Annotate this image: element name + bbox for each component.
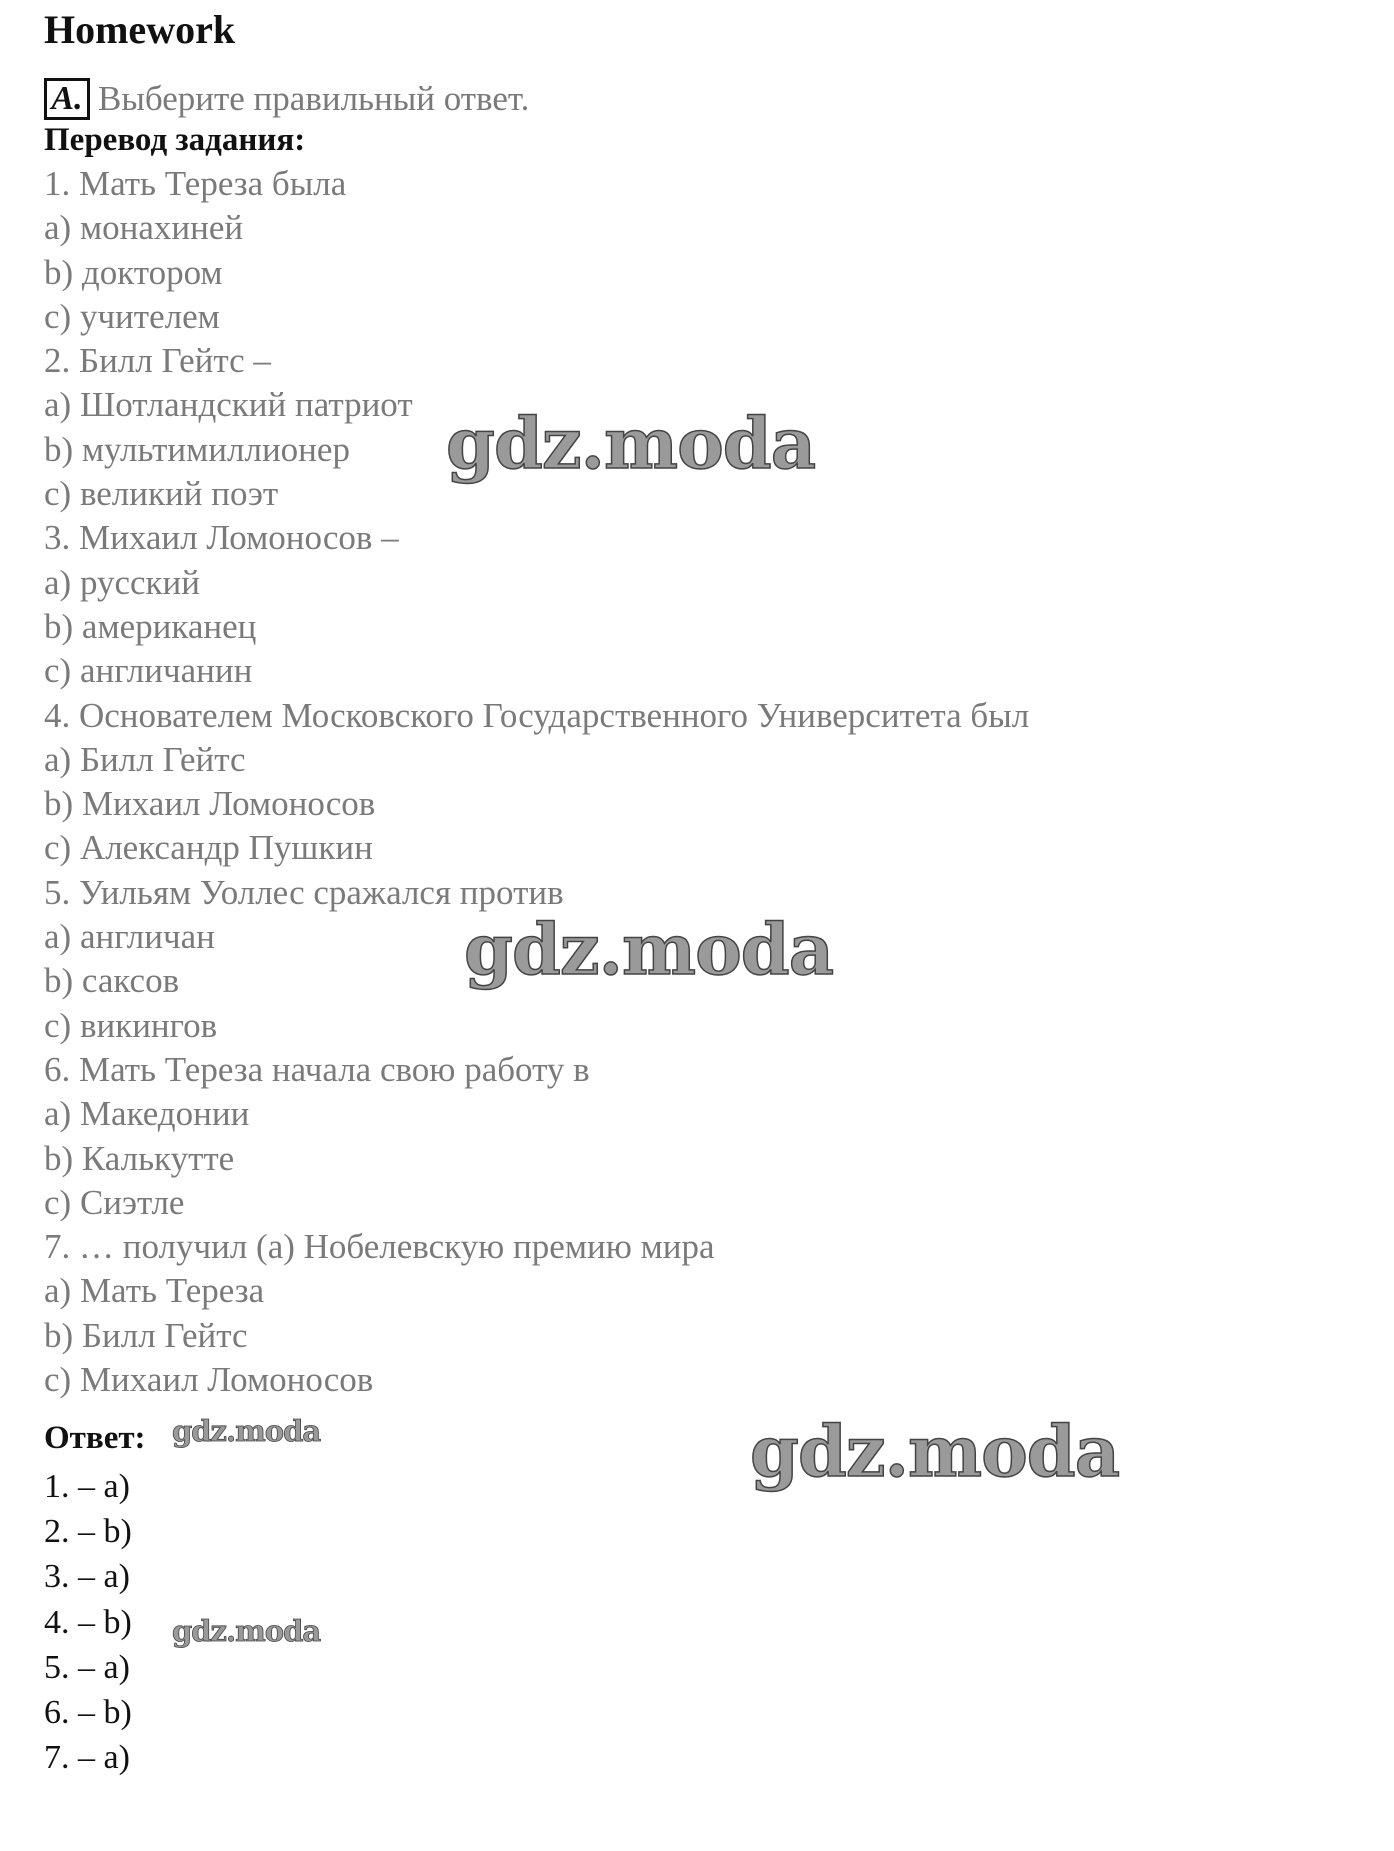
answer-list [44, 1464, 132, 1780]
answer-line: 5. – a) [44, 1648, 130, 1686]
option-line: a) монахиней [44, 208, 244, 248]
option-line: c) англичанин [44, 651, 253, 691]
watermark: gdz.moda [750, 1410, 1120, 1493]
option-line: b) доктором [44, 252, 223, 292]
answer-line: 4. – b) [44, 1603, 132, 1641]
option-line: b) саксов [44, 961, 180, 1001]
question-line: 1. Мать Тереза была [44, 164, 347, 203]
translation-label: Перевод задания: [44, 122, 306, 158]
answer-line: 1. – a) [44, 1468, 130, 1505]
option-line: c) викингов [44, 1005, 218, 1045]
watermark: gdz.moda [172, 1414, 321, 1448]
watermark: gdz.moda [464, 908, 834, 991]
page-title: Homework [44, 7, 236, 52]
answer-line: 2. – b) [44, 1513, 132, 1551]
task-instruction: Выберите правильный ответ. [98, 79, 530, 118]
watermark: gdz.moda [172, 1614, 321, 1648]
question-line: 4. Основателем Московского Государственного Университета был [44, 695, 1030, 735]
option-line: b) Билл Гейтс [44, 1315, 248, 1355]
answer-line: 7. – a) [44, 1739, 130, 1777]
option-line: a) русский [44, 562, 201, 602]
question-line: 3. Михаил Ломоносов – [44, 518, 399, 558]
option-line: c) великий поэт [44, 474, 279, 514]
option-line: b) Калькутте [44, 1138, 235, 1178]
option-line: a) Мать Тереза [44, 1271, 265, 1311]
option-line: c) Александр Пушкин [44, 828, 373, 868]
option-line: c) Сиэтле [44, 1182, 185, 1222]
option-line: a) Билл Гейтс [44, 739, 246, 779]
translation-list [44, 162, 1029, 1402]
task-instruction-line [44, 74, 529, 124]
answer-line: 6. – b) [44, 1693, 132, 1731]
watermark: gdz.moda [446, 402, 816, 485]
option-line: b) Михаил Ломоносов [44, 784, 376, 824]
answer-line: 3. – a) [44, 1558, 130, 1596]
task-letter-box: A. [44, 78, 90, 120]
question-line: 6. Мать Тереза начала свою работу в [44, 1049, 590, 1089]
option-line: c) учителем [44, 296, 220, 336]
answer-label: Ответ: [44, 1420, 146, 1456]
option-line: b) мультимиллионер [44, 429, 350, 469]
option-line: a) англичан [44, 917, 215, 957]
question-line: 5. Уильям Уоллес сражался против [44, 872, 564, 912]
option-line: c) Михаил Ломоносов [44, 1360, 374, 1400]
option-line: a) Шотландский патриот [44, 385, 413, 425]
question-line: 7. … получил (а) Нобелевскую премию мира [44, 1227, 715, 1267]
option-line: b) американец [44, 606, 257, 646]
question-line: 2. Билл Гейтс – [44, 341, 271, 381]
option-line: a) Македонии [44, 1094, 250, 1134]
